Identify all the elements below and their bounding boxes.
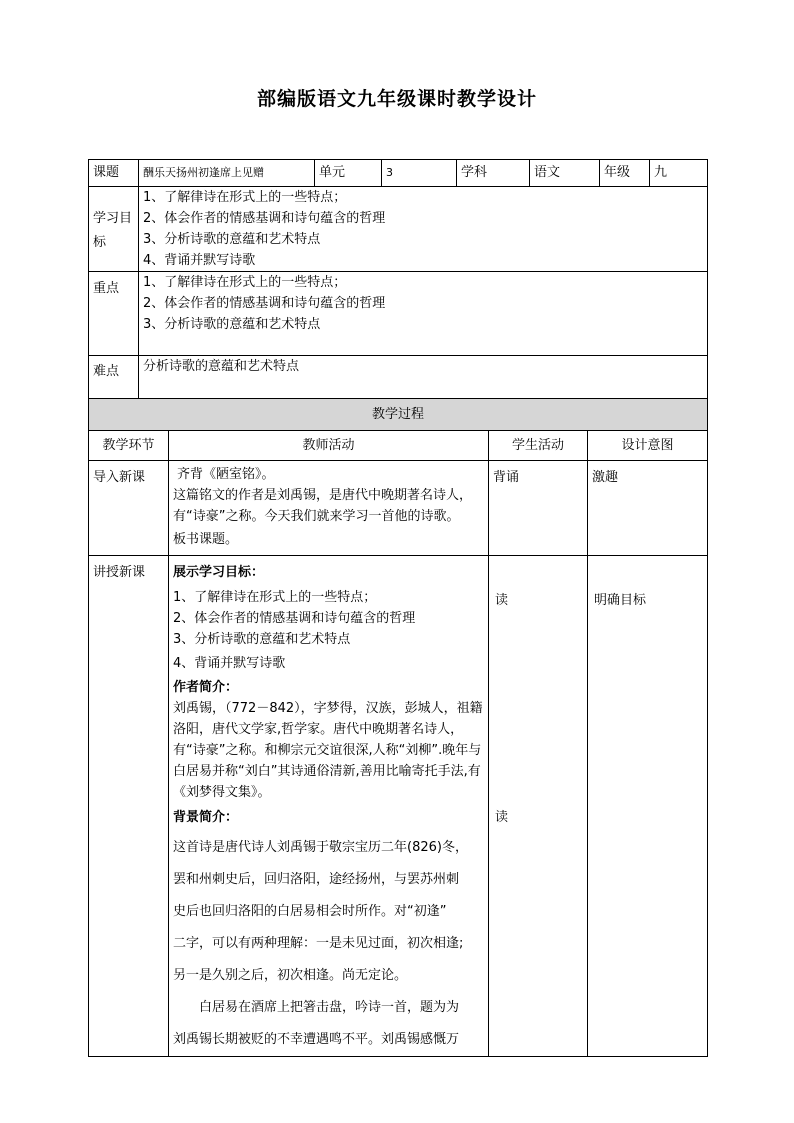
background-line: 这首诗是唐代诗人刘禹锡于敬宗宝历二年(826)冬，: [173, 840, 468, 855]
key-list: [139, 272, 708, 356]
intent-clarify-goals: 明确目标: [594, 593, 647, 608]
goal-line: 2、体会作者的情感基调和诗句蕴含的哲理: [173, 611, 416, 626]
key-item: 2、体会作者的情感基调和诗句蕴含的哲理: [143, 296, 386, 311]
teacher-activity-new: [169, 556, 489, 1057]
difficulty-label: 难点: [89, 356, 139, 399]
background-line: 史后也回归洛阳的白居易相会时所作。对“初逢”: [173, 904, 447, 919]
goal-line: 3、分析诗歌的意蕴和艺术特点: [173, 632, 351, 647]
unit-label: 单元: [315, 160, 382, 187]
goal-item: 1、了解律诗在形式上的一些特点；: [143, 190, 347, 205]
student-read-2: 读: [495, 810, 509, 825]
teacher-line: 这篇铭文的作者是刘禹锡，是唐代中晚期著名诗人，有“诗豪”之称。今天我们就来学习一首他的诗歌。: [173, 488, 473, 524]
intent-new: [588, 556, 708, 1057]
student-read-1: 读: [495, 593, 509, 608]
goals-list: [139, 187, 708, 272]
student-activity-intro: 背诵: [489, 461, 588, 556]
unit-value: 3: [382, 160, 457, 187]
goal-item: 3、分析诗歌的意蕴和艺术特点: [143, 232, 321, 247]
header-stage: 教学环节: [89, 431, 169, 461]
header-intent: 设计意图: [588, 431, 708, 461]
stage-intro: 导入新课: [89, 461, 169, 556]
goals-heading: 展示学习目标：: [173, 565, 265, 580]
key-item: 3、分析诗歌的意蕴和艺术特点: [143, 317, 321, 332]
process-title: 教学过程: [89, 399, 708, 431]
topic-value: 酬乐天扬州初逢席上见赠: [139, 160, 315, 187]
teacher-activity-intro: [169, 461, 489, 556]
stage-new-lesson: 讲授新课: [89, 556, 169, 1057]
grade-value: 九: [650, 160, 708, 187]
author-heading: 作者简介：: [173, 680, 239, 695]
subject-label: 学科: [457, 160, 530, 187]
grade-label: 年级: [600, 160, 650, 187]
goal-item: 4、背诵并默写诗歌: [143, 253, 256, 268]
background-heading: 背景简介：: [173, 810, 239, 825]
topic-label: 课题: [89, 160, 139, 187]
author-text: 刘禹锡，（772－842），字梦得，汉族，彭城人，祖籍洛阳，唐代文学家,哲学家。唐代中晚期著名诗人，有“诗豪”之称。和柳宗元交谊很深,人称“刘柳”.晚年与白居易并称“刘白”其诗通俗清新,善用比喻寄托手法,有《刘梦得文集》。: [173, 701, 483, 800]
subject-value: 语文: [530, 160, 600, 187]
goals-label: 学习目标: [89, 187, 139, 272]
difficulty-text: 分析诗歌的意蕴和艺术特点: [139, 356, 708, 399]
goal-item: 2、体会作者的情感基调和诗句蕴含的哲理: [143, 211, 386, 226]
intent-intro: 激趣: [588, 461, 708, 556]
goal-line: 1、了解律诗在形式上的一些特点；: [173, 590, 377, 605]
background-line: 刘禹锡长期被贬的不幸遭遇鸣不平。刘禹锡感慨万: [173, 1032, 460, 1047]
background-line: 罢和州刺史后，回归洛阳，途经扬州，与罢苏州刺: [173, 872, 460, 887]
background-line: 白居易在酒席上把箸击盘，吟诗一首，题为为: [199, 1000, 460, 1015]
student-activity-new: [489, 556, 588, 1057]
header-student: 学生活动: [489, 431, 588, 461]
teacher-line: 齐背《陋室铭》。: [177, 467, 275, 482]
teaching-process-table: [88, 398, 708, 1057]
document-title: 部编版语文九年级课时教学设计: [256, 88, 537, 110]
background-text: [173, 832, 484, 1056]
key-label: 重点: [89, 272, 139, 356]
goal-line: 4、背诵并默写诗歌: [173, 656, 286, 671]
background-line: 另一是久别之后，初次相逢。尚无定论。: [173, 968, 408, 983]
header-teacher: 教师活动: [169, 431, 489, 461]
lesson-info-table: [88, 159, 708, 399]
key-item: 1、了解律诗在形式上的一些特点；: [143, 275, 347, 290]
background-line: 二字，可以有两种理解：一是未见过面，初次相逢;: [173, 936, 464, 951]
teacher-line: 板书课题。: [173, 532, 239, 547]
